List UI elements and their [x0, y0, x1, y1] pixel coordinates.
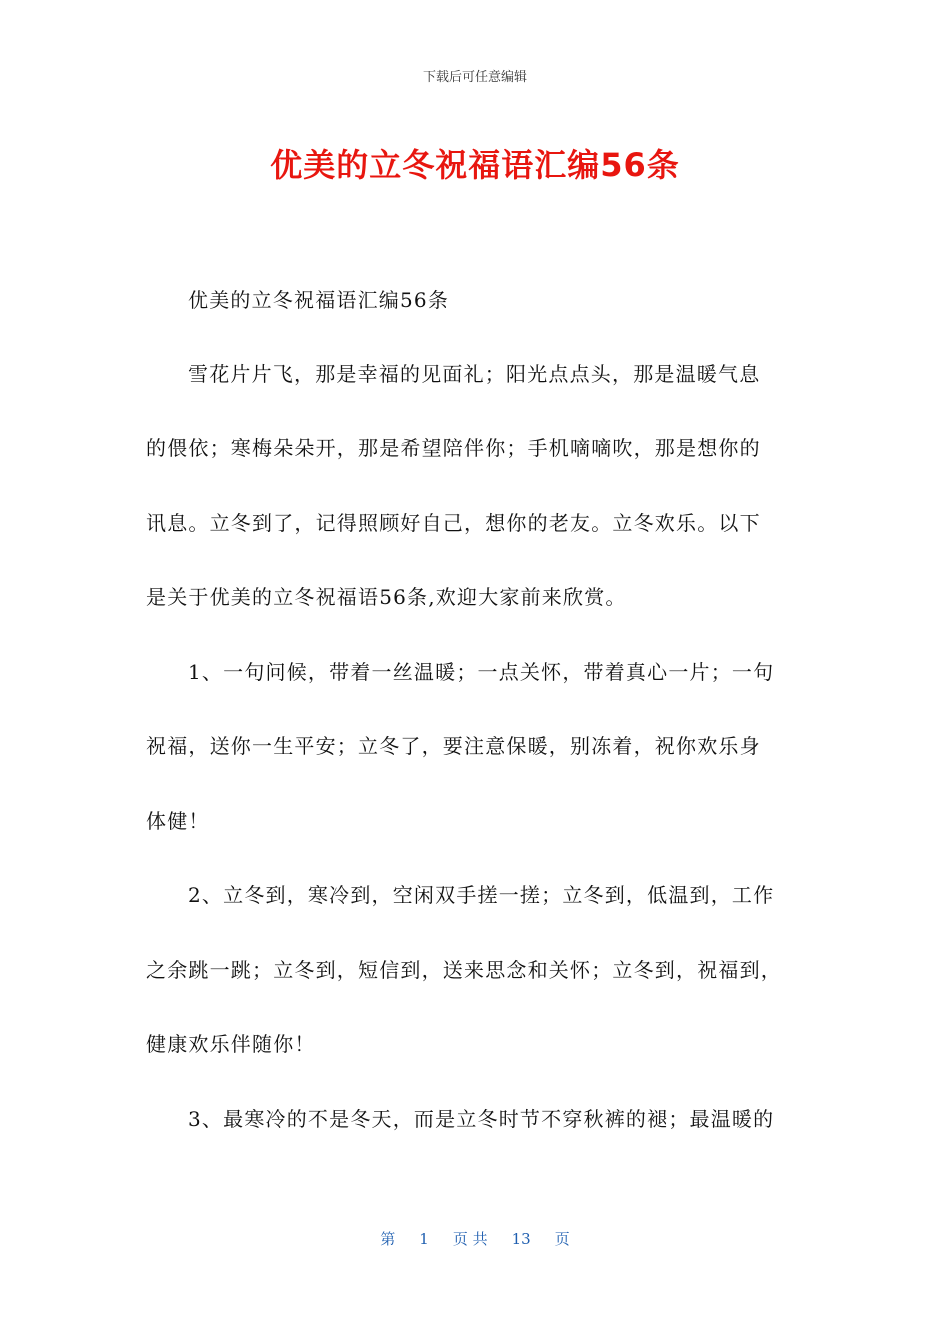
- paragraph-line: 祝福，送你一生平安；立冬了，要注意保暖，别冻着，祝你欢乐身: [146, 734, 761, 758]
- footer-prefix: 第: [380, 1230, 396, 1248]
- page-footer: [0, 1228, 950, 1249]
- paragraph-line: 是关于优美的立冬祝福语56条,欢迎大家前来欣赏。: [146, 585, 627, 609]
- footer-mid: 页 共: [452, 1230, 488, 1248]
- paragraph-line: 的偎依；寒梅朵朵开，那是希望陪伴你；手机嘀嘀吹，那是想你的: [146, 436, 761, 460]
- header-note: 下载后可任意编辑: [422, 70, 527, 85]
- paragraph-line: 体健！: [146, 809, 210, 833]
- paragraph-line: 之余跳一跳；立冬到，短信到，送来思念和关怀；立冬到，祝福到，: [146, 958, 782, 982]
- paragraph-line: 讯息。立冬到了，记得照顾好自己，想你的老友。立冬欢乐。以下: [146, 511, 761, 535]
- paragraph-line: 2、立冬到，寒冷到，空闲双手搓一搓；立冬到，低温到，工作: [188, 883, 775, 907]
- paragraph-line: 优美的立冬祝福语汇编56条: [188, 288, 450, 312]
- footer-total-pages: 13: [511, 1230, 531, 1248]
- paragraph-line: 3、最寒冷的不是冬天，而是立冬时节不穿秋裤的褪；最温暖的: [188, 1107, 775, 1131]
- footer-suffix: 页: [554, 1230, 570, 1248]
- paragraph-line: 健康欢乐伴随你！: [146, 1032, 316, 1056]
- paragraph-line: 1、一句问候，带着一丝温暖；一点关怀，带着真心一片；一句: [188, 660, 775, 684]
- footer-page-number: 1: [419, 1230, 429, 1248]
- paragraph-line: 雪花片片飞，那是幸福的见面礼；阳光点点头，那是温暖气息: [188, 362, 761, 386]
- document-title: 优美的立冬祝福语汇编56条: [270, 146, 680, 184]
